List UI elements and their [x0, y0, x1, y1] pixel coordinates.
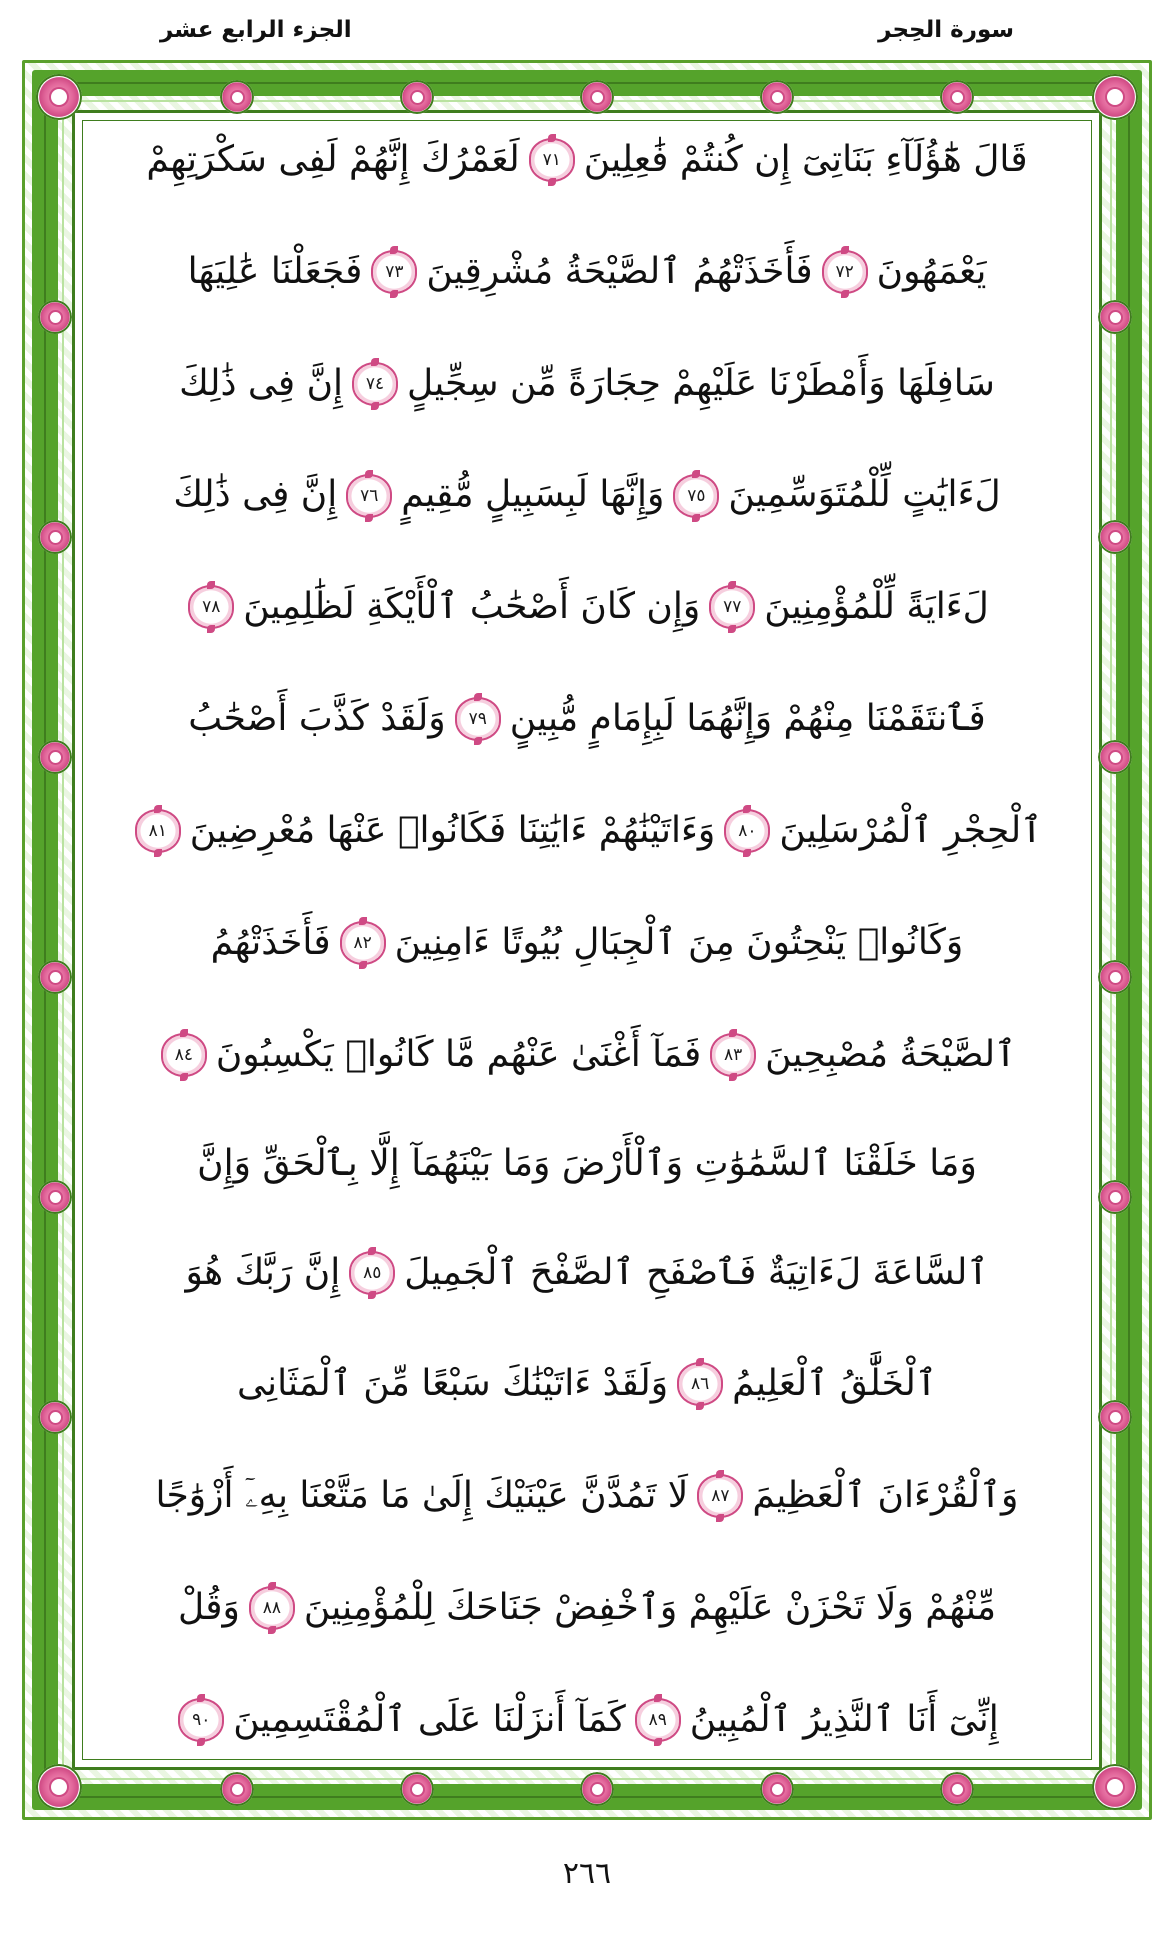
ayah-text-segment: ٱلسَّاعَةَ لَءَاتِيَةٌ فَٱصْفَحِ ٱلصَّفْحَ ٱلْجَمِيلَ: [404, 1251, 989, 1293]
ayah-text-segment: مِّنْهُمْ وَلَا تَحْزَنْ عَلَيْهِمْ وَٱخْفِضْ جَنَاحَكَ لِلْمُؤْمِنِينَ: [303, 1587, 996, 1629]
ayah-text-segment: ٱلْخَلَّٰقُ ٱلْعَلِيمُ: [732, 1363, 937, 1405]
ayah-text-segment: إِنَّ فِى ذَٰلِكَ: [173, 474, 338, 516]
ayah-number-marker: ٩٠: [178, 1698, 224, 1742]
ayah-line: [106, 474, 1068, 518]
ayah-text-segment: فَجَعَلْنَا عَٰلِيَهَا: [187, 250, 363, 292]
floral-rosette-icon: [1098, 1180, 1132, 1214]
ayah-line: [106, 1586, 1068, 1630]
ayah-line: [106, 697, 1068, 741]
ayah-number-marker: ٧٤: [352, 362, 398, 406]
floral-rosette-icon: [400, 1772, 434, 1806]
ayah-number-marker: ٧٧: [709, 585, 755, 629]
ayah-text-segment: وَٱلْقُرْءَانَ ٱلْعَظِيمَ: [752, 1475, 1019, 1517]
ayah-number-marker: ٧٦: [346, 474, 392, 518]
ayah-text-segment: قَالَ هَٰٓؤُلَآءِ بَنَاتِىٓ إِن كُنتُمْ فَٰعِلِينَ: [583, 138, 1028, 180]
ayah-text-segment: كَمَآ أَنزَلْنَا عَلَى ٱلْمُقْتَسِمِينَ: [233, 1698, 626, 1740]
page-number: ٢٦٦: [562, 1856, 612, 1891]
ayah-text-segment: فَمَآ أَغْنَىٰ عَنْهُم مَّا كَانُوا۟ يَكْسِبُونَ: [215, 1033, 702, 1075]
ayah-number-marker: ٧٥: [673, 474, 719, 518]
floral-rosette-icon: [38, 520, 72, 554]
floral-rosette-icon: [1098, 300, 1132, 334]
page-header: [40, 10, 1134, 50]
floral-rosette-icon: [1092, 1764, 1138, 1810]
ayah-number-marker: ٧٢: [822, 250, 868, 294]
floral-rosette-icon: [400, 80, 434, 114]
ayah-number-marker: ٧٣: [371, 250, 417, 294]
ayah-number-marker: ٨٦: [677, 1362, 723, 1406]
ayah-text-segment: لَءَايَٰتٍ لِّلْمُتَوَسِّمِينَ: [728, 474, 1001, 516]
ayah-text-segment: فَٱنتَقَمْنَا مِنْهُمْ وَإِنَّهُمَا لَبِإِمَامٍ مُّبِينٍ: [509, 698, 986, 740]
ayah-number-marker: ٨٩: [635, 1698, 681, 1742]
ayah-line: [106, 1251, 1068, 1295]
ayah-line: [106, 921, 1068, 965]
floral-rosette-icon: [36, 74, 82, 120]
ayah-line: [106, 1142, 1068, 1184]
ayah-text-segment: إِنِّىٓ أَنَا ٱلنَّذِيرُ ٱلْمُبِينُ: [689, 1698, 999, 1740]
ayah-text-segment: ٱلصَّيْحَةُ مُصْبِحِينَ: [765, 1033, 1017, 1075]
floral-rosette-icon: [38, 740, 72, 774]
ayah-text-segment: إِنَّ رَبَّكَ هُوَ: [185, 1251, 341, 1293]
ayah-text-segment: وَإِن كَانَ أَصْحَٰبُ ٱلْأَيْكَةِ لَظَٰلِمِينَ: [243, 586, 701, 628]
ayah-line: [106, 1033, 1068, 1077]
floral-rosette-icon: [38, 960, 72, 994]
ayah-number-marker: ٨٠: [724, 809, 770, 853]
floral-rosette-icon: [1098, 520, 1132, 554]
floral-rosette-icon: [1098, 960, 1132, 994]
floral-rosette-icon: [580, 80, 614, 114]
ayah-text-segment: سَافِلَهَا وَأَمْطَرْنَا عَلَيْهِمْ حِجَارَةً مِّن سِجِّيلٍ: [407, 362, 995, 404]
ayah-number-marker: ٨٧: [697, 1474, 743, 1518]
ayah-line: [106, 250, 1068, 294]
ayah-text-segment: وَقُلْ: [178, 1587, 240, 1629]
floral-rosette-icon: [220, 1772, 254, 1806]
ayah-text-segment: وَإِنَّهَا لَبِسَبِيلٍ مُّقِيمٍ: [401, 474, 665, 516]
ayah-number-marker: ٨٤: [161, 1033, 207, 1077]
ayah-text-segment: لَعَمْرُكَ إِنَّهُمْ لَفِى سَكْرَتِهِمْ: [146, 138, 520, 180]
ayah-text-segment: لَءَايَةً لِّلْمُؤْمِنِينَ: [764, 586, 989, 628]
floral-rosette-icon: [760, 1772, 794, 1806]
ayah-text-segment: فَأَخَذَتْهُمُ: [210, 921, 331, 963]
ayah-line: [106, 138, 1068, 182]
floral-rosette-icon: [1092, 74, 1138, 120]
floral-rosette-icon: [940, 80, 974, 114]
ayah-line: [106, 809, 1068, 853]
floral-rosette-icon: [580, 1772, 614, 1806]
ayah-line: [106, 585, 1068, 629]
floral-rosette-icon: [38, 1400, 72, 1434]
ayah-number-marker: ٨٥: [349, 1251, 395, 1295]
ayah-number-marker: ٧٩: [455, 697, 501, 741]
ayah-text-segment: وَلَقَدْ ءَاتَيْنَٰكَ سَبْعًا مِّنَ ٱلْمَثَانِى: [237, 1363, 669, 1405]
ayah-number-marker: ٨١: [135, 809, 181, 853]
ayah-text-segment: وَلَقَدْ كَذَّبَ أَصْحَٰبُ: [188, 698, 446, 740]
floral-rosette-icon: [220, 80, 254, 114]
sura-title: سورة الحِجر: [878, 17, 1014, 43]
ayah-text-segment: ٱلْحِجْرِ ٱلْمُرْسَلِينَ: [779, 809, 1043, 851]
quran-text-block: [92, 128, 1082, 1752]
floral-rosette-icon: [36, 1764, 82, 1810]
ayah-number-marker: ٨٢: [340, 921, 386, 965]
floral-rosette-icon: [940, 1772, 974, 1806]
juz-title: الجزء الرابع عشر: [160, 17, 352, 43]
ayah-number-marker: ٨٣: [710, 1033, 756, 1077]
ayah-line: [106, 1698, 1068, 1742]
floral-rosette-icon: [1098, 1400, 1132, 1434]
ayah-line: [106, 362, 1068, 406]
ayah-number-marker: ٧٨: [188, 585, 234, 629]
floral-rosette-icon: [760, 80, 794, 114]
ayah-text-segment: فَأَخَذَتْهُمُ ٱلصَّيْحَةُ مُشْرِقِينَ: [426, 250, 813, 292]
ayah-number-marker: ٧١: [529, 138, 575, 182]
floral-rosette-icon: [38, 300, 72, 334]
ayah-text-segment: يَعْمَهُونَ: [876, 250, 987, 292]
ayah-text-segment: وَمَا خَلَقْنَا ٱلسَّمَٰوَٰتِ وَٱلْأَرْضَ وَمَا بَيْنَهُمَآ إِلَّا بِٱلْحَقِّ وَإِنَّ: [197, 1142, 977, 1184]
ayah-line: [106, 1362, 1068, 1406]
ayah-text-segment: وَءَاتَيْنَٰهُمْ ءَايَٰتِنَا فَكَانُوا۟ عَنْهَا مُعْرِضِينَ: [189, 809, 716, 851]
ayah-text-segment: إِنَّ فِى ذَٰلِكَ: [179, 362, 344, 404]
floral-rosette-icon: [1098, 740, 1132, 774]
floral-rosette-icon: [38, 1180, 72, 1214]
ayah-line: [106, 1474, 1068, 1518]
ayah-text-segment: وَكَانُوا۟ يَنْحِتُونَ مِنَ ٱلْجِبَالِ بُيُوتًا ءَامِنِينَ: [394, 921, 964, 963]
ayah-number-marker: ٨٨: [249, 1586, 295, 1630]
ayah-text-segment: لَا تَمُدَّنَّ عَيْنَيْكَ إِلَىٰ مَا مَتَّعْنَا بِهِۦٓ أَزْوَٰجًا: [155, 1475, 689, 1517]
